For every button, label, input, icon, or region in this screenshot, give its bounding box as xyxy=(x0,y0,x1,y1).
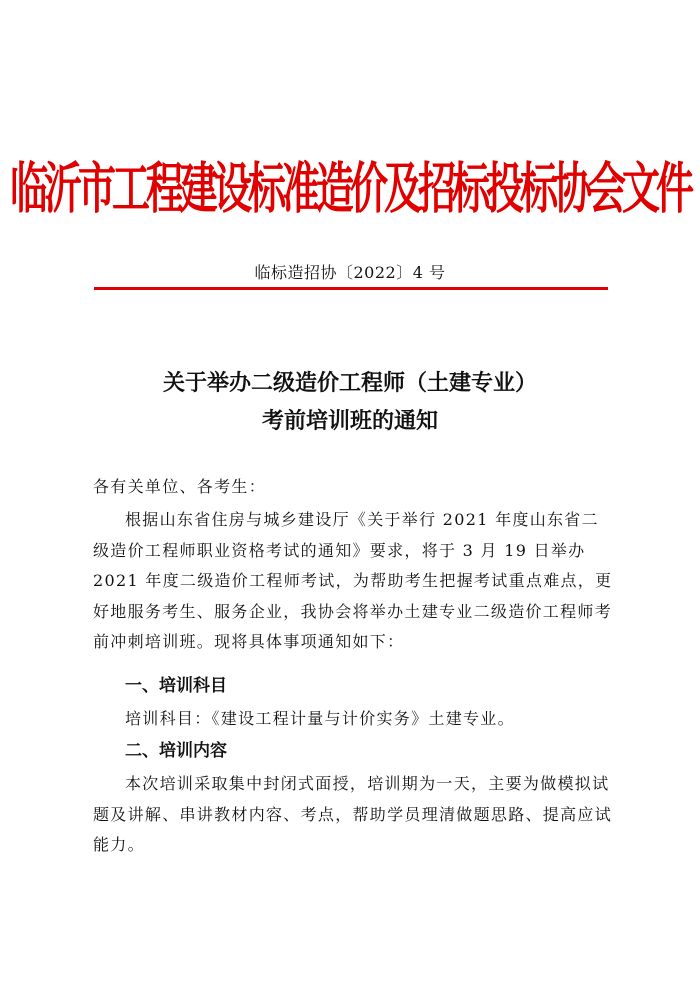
intro-paragraph: 根据山东省住房与城乡建设厅《关于举行 2021 年度山东省二级造价工程师职业资格考试的通知》要求，将于 3 月 19 日举办 2021 年度二级造价工程师考试，为帮助考生把握考试重点难点，更好地服务考生、服务企业，我协会将举办土建专业二级造价工程师考前冲刺培训班。现将具体事项通知如下： xyxy=(93,510,613,651)
section-1-text: 培训科目：《建设工程计量与计价实务》土建专业。 xyxy=(125,709,515,728)
notice-title-line-2: 考前培训班的通知 xyxy=(261,409,438,434)
header-red-rule xyxy=(94,287,608,290)
notice-title-line-1: 关于举办二级造价工程师（土建专业） xyxy=(162,371,537,396)
section-2-paragraph: 本次培训采取集中封闭式面授，培训期为一天，主要为做模拟试题及讲解、串讲教材内容、考点，帮助学员理清做题思路、提高应试能力。 xyxy=(93,774,613,854)
organization-file-header: 临沂市工程建设标准造价及招标投标协会文件 xyxy=(10,154,691,220)
salutation: 各有关单位、各考生： xyxy=(93,477,267,496)
section-2-heading: 二、培训内容 xyxy=(125,741,227,761)
section-1-heading: 一、培训科目 xyxy=(125,676,227,696)
document-number: 临标造招协〔2022〕4 号 xyxy=(254,263,446,282)
